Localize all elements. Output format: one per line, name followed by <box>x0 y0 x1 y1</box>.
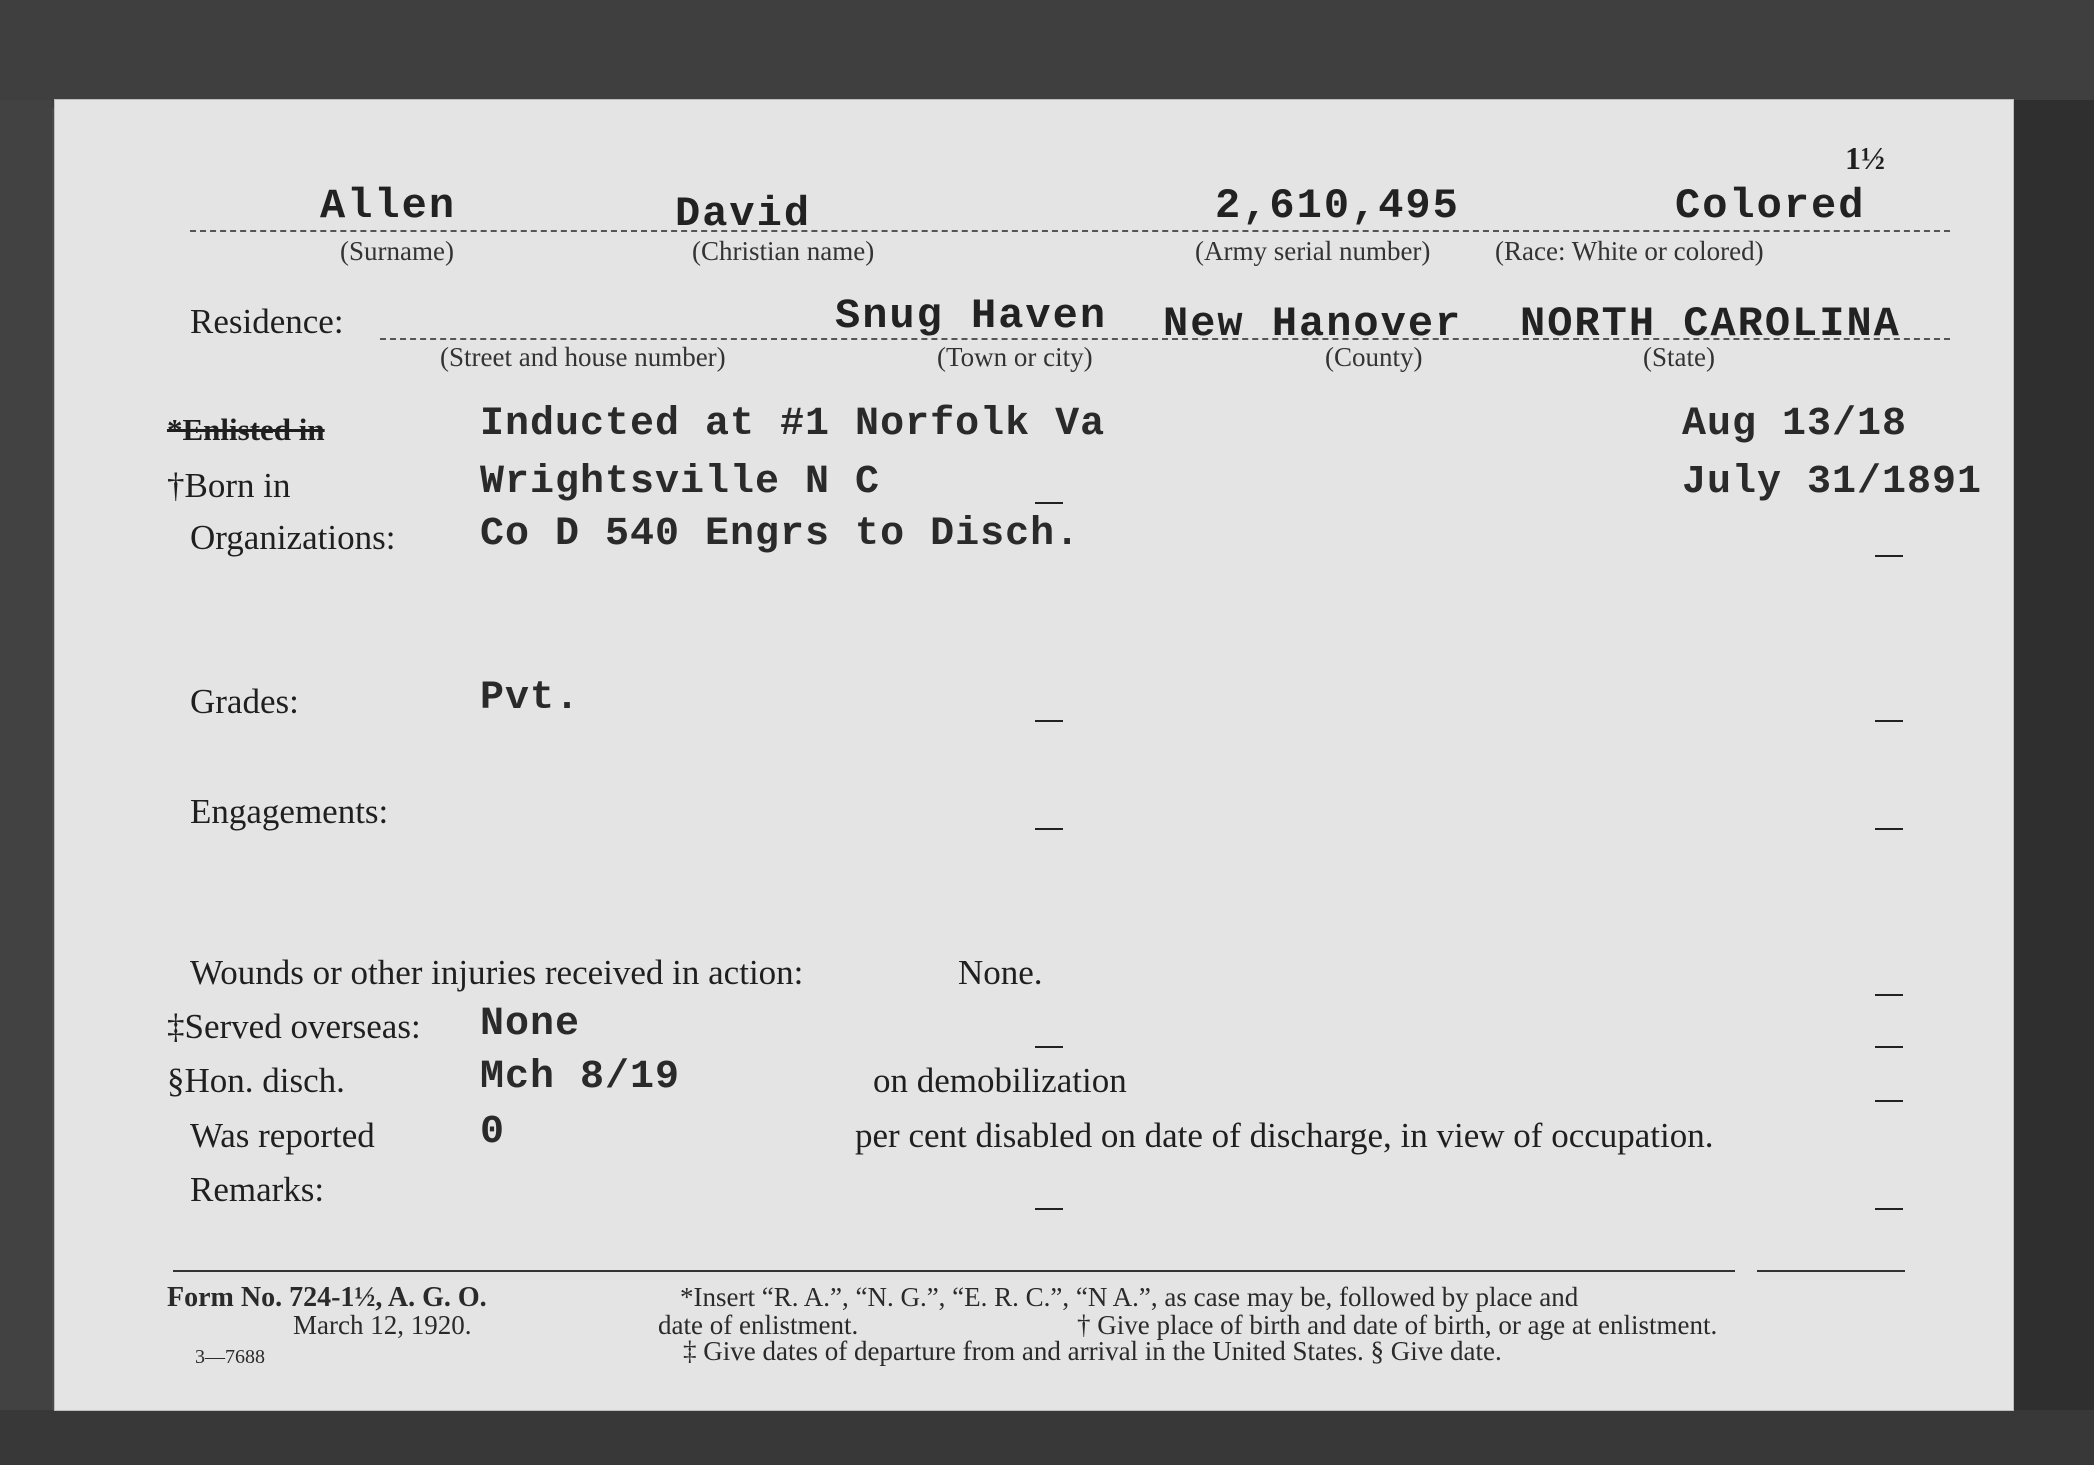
grades-label: Grades: <box>190 682 299 721</box>
serial-number-value: 2,610,495 <box>1215 182 1460 230</box>
hon-disch-dash-right <box>1875 1100 1903 1102</box>
footnote-enlistment-cont: date of enlistment. <box>658 1310 859 1340</box>
town-label: (Town or city) <box>937 342 1093 372</box>
served-overseas-value: None <box>480 1002 581 1047</box>
organizations-label: Organizations: <box>190 518 396 557</box>
enlisted-date: Aug 13/18 <box>1682 402 1908 447</box>
footer-rule <box>173 1270 1735 1272</box>
born-dash <box>1035 502 1063 504</box>
served-overseas-label: ‡Served overseas: <box>167 1007 421 1046</box>
county-label: (County) <box>1325 342 1423 372</box>
christian-name-label: (Christian name) <box>692 236 875 266</box>
organizations-value: Co D 540 Engrs to Disch. <box>480 512 1081 557</box>
grades-dash-right <box>1875 720 1903 722</box>
scan-background-left <box>0 100 52 1420</box>
county-value: New Hanover <box>1163 300 1463 348</box>
born-date: July 31/1891 <box>1682 460 1983 505</box>
remarks-label: Remarks: <box>190 1170 325 1209</box>
grades-dash <box>1035 720 1063 722</box>
grades-value: Pvt. <box>480 676 581 721</box>
service-record-card <box>55 100 2013 1410</box>
print-code: 3—7688 <box>195 1346 265 1368</box>
engagements-dash <box>1035 828 1063 830</box>
was-reported-note: per cent disabled on date of discharge, in view of occupation. <box>855 1116 1714 1155</box>
remarks-dash-right <box>1875 1208 1903 1210</box>
header-dotted-line <box>190 230 1950 232</box>
was-reported-label: Was reported <box>190 1116 375 1155</box>
christian-name-value: David <box>675 190 812 238</box>
race-value: Colored <box>1675 182 1866 230</box>
hon-disch-label: §Hon. disch. <box>167 1061 345 1100</box>
serial-number-label: (Army serial number) <box>1195 236 1431 266</box>
state-value: NORTH CAROLINA <box>1520 300 1901 348</box>
corner-mark: 1½ <box>1845 140 1885 176</box>
organizations-dash-right <box>1875 555 1903 557</box>
footnote-overseas: ‡ Give dates of departure from and arrival in the United States. § Give date. <box>683 1336 1502 1366</box>
enlisted-label: *Enlisted in <box>167 412 325 447</box>
surname-value: Allen <box>320 182 457 230</box>
served-overseas-dash <box>1035 1046 1063 1048</box>
scan-background-bottom <box>0 1410 2094 1465</box>
wounds-dash-right <box>1875 994 1903 996</box>
footnote-enlistment: *Insert “R. A.”, “N. G.”, “E. R. C.”, “N A.”, as case may be, followed by place and <box>680 1282 1579 1312</box>
remarks-dash <box>1035 1208 1063 1210</box>
form-number: Form No. 724-1½, A. G. O. <box>167 1282 487 1313</box>
hon-disch-value: Mch 8/19 <box>480 1055 681 1100</box>
wounds-value: None. <box>958 953 1043 992</box>
wounds-label: Wounds or other injuries received in action: <box>190 953 804 992</box>
born-value: Wrightsville N C <box>480 460 881 505</box>
town-value: Snug Haven <box>835 292 1108 340</box>
served-overseas-dash-right <box>1875 1046 1903 1048</box>
scan-background-right <box>2014 100 2094 1420</box>
surname-label: (Surname) <box>340 236 454 266</box>
was-reported-value: 0 <box>480 1110 506 1155</box>
engagements-dash-right <box>1875 828 1903 830</box>
born-label: †Born in <box>167 466 291 505</box>
scan-background-top <box>0 0 2094 108</box>
enlisted-value: Inducted at #1 Norfolk Va <box>480 402 1106 447</box>
residence-label: Residence: <box>190 302 344 341</box>
footnote-birth: † Give place of birth and date of birth, or age at enlistment. <box>1077 1310 1718 1340</box>
state-label: (State) <box>1643 342 1715 372</box>
engagements-label: Engagements: <box>190 792 389 831</box>
race-label: (Race: White or colored) <box>1495 236 1764 266</box>
hon-disch-note: on demobilization <box>873 1061 1127 1100</box>
street-label: (Street and house number) <box>440 342 726 372</box>
footer-rule-right <box>1757 1270 1905 1272</box>
form-date: March 12, 1920. <box>293 1310 472 1340</box>
